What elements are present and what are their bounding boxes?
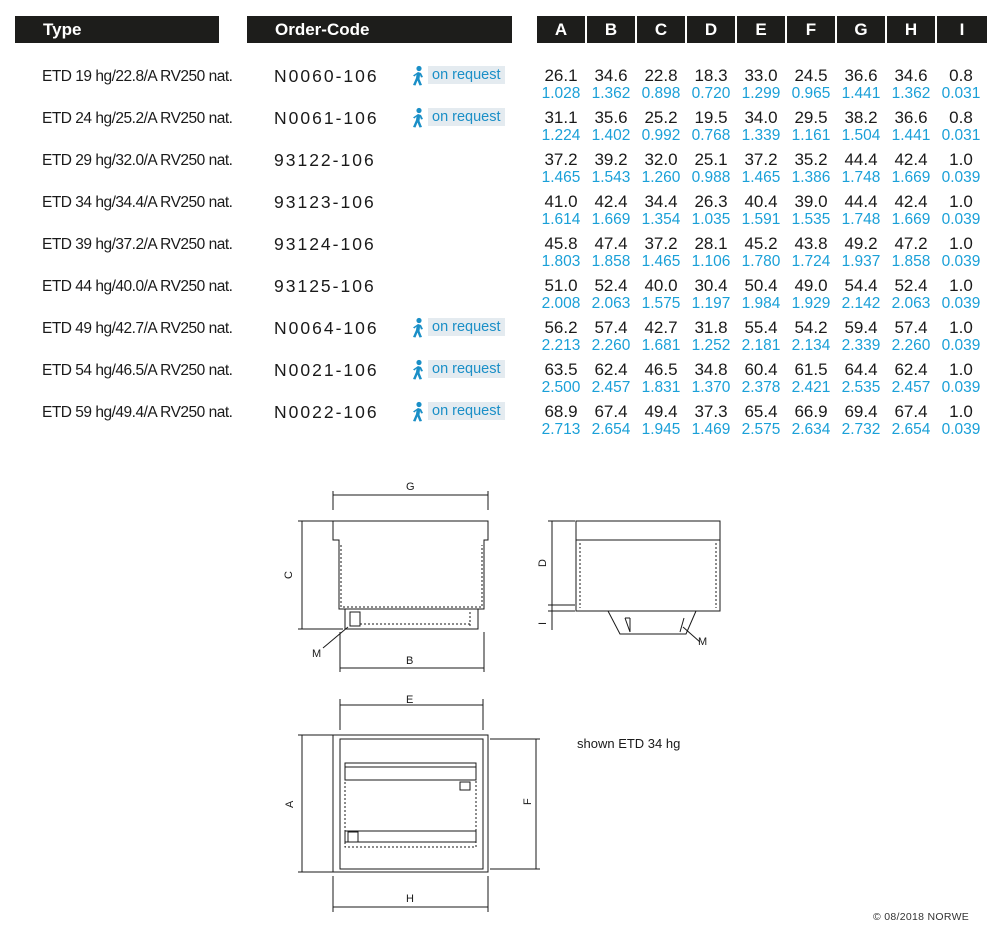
dim-inch-e: 1.299 <box>741 85 781 102</box>
dim-mm-d: 18.3 <box>694 66 728 85</box>
dim-inch-b: 1.858 <box>591 253 631 270</box>
dim-header-e: E <box>737 16 785 43</box>
dim-mm-c: 46.5 <box>644 360 678 379</box>
dim-inch-h: 1.858 <box>891 253 931 270</box>
dim-inch-e: 2.378 <box>741 379 781 396</box>
dim-mm-c: 37.2 <box>644 234 678 253</box>
dim-inch-e: 2.575 <box>741 421 781 438</box>
order-code-cell: N0064-106 <box>274 318 379 338</box>
dim-mm-i: 0.8 <box>949 108 973 127</box>
dim-inch-b: 2.063 <box>591 295 631 312</box>
dim-inch-a: 1.803 <box>541 253 581 270</box>
on-request-label: on request <box>428 318 505 336</box>
dim-mm-f: 49.0 <box>794 276 828 295</box>
dim-inch-g: 1.748 <box>841 211 881 228</box>
dim-mm-d: 30.4 <box>694 276 728 295</box>
dim-inch-d: 1.469 <box>691 421 731 438</box>
dim-inch-g: 2.732 <box>841 421 881 438</box>
dim-mm-i: 1.0 <box>949 276 973 295</box>
dim-mm-e: 33.0 <box>744 66 778 85</box>
dim-inch-b: 1.402 <box>591 127 631 144</box>
dim-inch-h: 1.441 <box>891 127 931 144</box>
dim-mm-a: 26.1 <box>544 66 578 85</box>
dim-inch-a: 1.465 <box>541 169 581 186</box>
dim-inch-i: 0.039 <box>941 295 981 312</box>
dim-header-g: G <box>837 16 885 43</box>
on-request-label: on request <box>428 108 505 126</box>
dim-inch-g: 1.441 <box>841 85 881 102</box>
type-cell: ETD 24 hg/25.2/A RV250 nat. <box>42 110 233 127</box>
dim-inch-h: 2.260 <box>891 337 931 354</box>
dim-mm-h: 42.4 <box>894 192 928 211</box>
dim-inch-c: 1.354 <box>641 211 681 228</box>
top-view-drawing <box>298 699 540 912</box>
dim-mm-b: 52.4 <box>594 276 628 295</box>
dim-inch-f: 1.161 <box>791 127 831 144</box>
dim-mm-h: 67.4 <box>894 402 928 421</box>
dim-mm-d: 31.8 <box>694 318 728 337</box>
dim-inch-a: 1.224 <box>541 127 581 144</box>
dim-mm-a: 56.2 <box>544 318 578 337</box>
dim-mm-c: 22.8 <box>644 66 678 85</box>
on-request-label: on request <box>428 66 505 84</box>
dim-inch-g: 2.535 <box>841 379 881 396</box>
dim-inch-a: 1.614 <box>541 211 581 228</box>
dim-mm-f: 24.5 <box>794 66 828 85</box>
dim-header-h: H <box>887 16 935 43</box>
dim-inch-h: 1.669 <box>891 169 931 186</box>
dim-inch-c: 0.992 <box>641 127 681 144</box>
dim-inch-b: 2.260 <box>591 337 631 354</box>
dim-inch-f: 1.724 <box>791 253 831 270</box>
dim-inch-e: 1.984 <box>741 295 781 312</box>
dim-inch-a: 1.028 <box>541 85 581 102</box>
dim-mm-a: 45.8 <box>544 234 578 253</box>
type-cell: ETD 34 hg/34.4/A RV250 nat. <box>42 194 233 211</box>
dim-mm-g: 49.2 <box>844 234 878 253</box>
dim-label-e: E <box>406 694 414 706</box>
type-cell: ETD 39 hg/37.2/A RV250 nat. <box>42 236 233 253</box>
on-request-label: on request <box>428 402 505 420</box>
dim-mm-e: 55.4 <box>744 318 778 337</box>
dim-mm-c: 34.4 <box>644 192 678 211</box>
order-code-cell: N0022-106 <box>274 402 379 422</box>
dim-inch-i: 0.039 <box>941 337 981 354</box>
dim-inch-e: 1.339 <box>741 127 781 144</box>
dim-mm-b: 39.2 <box>594 150 628 169</box>
dim-mm-a: 37.2 <box>544 150 578 169</box>
dim-mm-e: 37.2 <box>744 150 778 169</box>
drawing-caption: shown ETD 34 hg <box>577 736 681 751</box>
dim-mm-a: 51.0 <box>544 276 578 295</box>
dim-inch-i: 0.039 <box>941 253 981 270</box>
type-cell: ETD 49 hg/42.7/A RV250 nat. <box>42 320 233 337</box>
dim-inch-f: 1.929 <box>791 295 831 312</box>
dim-mm-i: 1.0 <box>949 402 973 421</box>
dim-inch-d: 1.197 <box>691 295 731 312</box>
dim-label-m-front: M <box>312 648 322 660</box>
dim-mm-g: 36.6 <box>844 66 878 85</box>
dim-mm-h: 34.6 <box>894 66 928 85</box>
dim-inch-a: 2.713 <box>541 421 581 438</box>
dim-inch-a: 2.008 <box>541 295 581 312</box>
dim-mm-b: 57.4 <box>594 318 628 337</box>
dim-inch-i: 0.039 <box>941 421 981 438</box>
dim-mm-h: 52.4 <box>894 276 928 295</box>
dim-mm-g: 54.4 <box>844 276 878 295</box>
dim-inch-h: 2.654 <box>891 421 931 438</box>
dim-inch-i: 0.039 <box>941 211 981 228</box>
dim-inch-d: 0.988 <box>691 169 731 186</box>
dim-mm-i: 1.0 <box>949 318 973 337</box>
dim-label-b: B <box>406 655 414 667</box>
dim-label-h: H <box>406 893 414 905</box>
dim-mm-h: 42.4 <box>894 150 928 169</box>
dim-header-b: B <box>587 16 635 43</box>
dim-inch-c: 1.831 <box>641 379 681 396</box>
dim-mm-e: 45.2 <box>744 234 778 253</box>
dim-mm-e: 60.4 <box>744 360 778 379</box>
dim-inch-c: 1.465 <box>641 253 681 270</box>
order-code-cell: 93124-106 <box>274 234 376 254</box>
type-cell: ETD 19 hg/22.8/A RV250 nat. <box>42 68 233 85</box>
dim-mm-d: 37.3 <box>694 402 728 421</box>
dim-inch-a: 2.500 <box>541 379 581 396</box>
dim-inch-d: 1.370 <box>691 379 731 396</box>
dim-inch-f: 1.535 <box>791 211 831 228</box>
dim-inch-i: 0.039 <box>941 379 981 396</box>
dim-mm-h: 36.6 <box>894 108 928 127</box>
dim-mm-c: 49.4 <box>644 402 678 421</box>
dim-mm-i: 1.0 <box>949 150 973 169</box>
dim-mm-i: 1.0 <box>949 360 973 379</box>
dim-inch-f: 2.421 <box>791 379 831 396</box>
dim-inch-b: 1.669 <box>591 211 631 228</box>
dim-inch-f: 1.386 <box>791 169 831 186</box>
dim-inch-d: 0.720 <box>691 85 731 102</box>
dim-label-d: D <box>537 559 549 567</box>
dim-inch-a: 2.213 <box>541 337 581 354</box>
dim-inch-f: 0.965 <box>791 85 831 102</box>
dim-mm-f: 66.9 <box>794 402 828 421</box>
dim-mm-f: 35.2 <box>794 150 828 169</box>
dim-mm-b: 47.4 <box>594 234 628 253</box>
dim-mm-d: 34.8 <box>694 360 728 379</box>
dim-inch-d: 1.106 <box>691 253 731 270</box>
side-view-drawing <box>548 521 720 642</box>
dim-inch-c: 1.945 <box>641 421 681 438</box>
dim-mm-f: 39.0 <box>794 192 828 211</box>
order-code-cell: N0021-106 <box>274 360 379 380</box>
dim-mm-h: 47.2 <box>894 234 928 253</box>
dim-inch-g: 1.748 <box>841 169 881 186</box>
dim-inch-e: 1.591 <box>741 211 781 228</box>
dim-mm-f: 43.8 <box>794 234 828 253</box>
order-code-cell: N0061-106 <box>274 108 379 128</box>
dim-inch-e: 1.780 <box>741 253 781 270</box>
dim-mm-g: 69.4 <box>844 402 878 421</box>
dim-header-d: D <box>687 16 735 43</box>
type-cell: ETD 59 hg/49.4/A RV250 nat. <box>42 404 233 421</box>
dim-inch-c: 0.898 <box>641 85 681 102</box>
dim-mm-e: 40.4 <box>744 192 778 211</box>
dim-mm-g: 59.4 <box>844 318 878 337</box>
dim-inch-i: 0.031 <box>941 127 981 144</box>
dim-label-c: C <box>283 571 295 579</box>
dim-inch-e: 1.465 <box>741 169 781 186</box>
dim-mm-b: 67.4 <box>594 402 628 421</box>
copyright-notice: © 08/2018 NORWE <box>873 911 970 923</box>
dim-inch-d: 0.768 <box>691 127 731 144</box>
dim-inch-i: 0.039 <box>941 169 981 186</box>
dim-mm-h: 57.4 <box>894 318 928 337</box>
dim-inch-b: 2.457 <box>591 379 631 396</box>
dim-inch-f: 2.634 <box>791 421 831 438</box>
dim-inch-c: 1.575 <box>641 295 681 312</box>
dim-inch-h: 2.457 <box>891 379 931 396</box>
dim-mm-b: 35.6 <box>594 108 628 127</box>
dim-header-a: A <box>537 16 585 43</box>
dim-inch-g: 2.142 <box>841 295 881 312</box>
dim-header-i: I <box>937 16 987 43</box>
dim-inch-g: 1.937 <box>841 253 881 270</box>
dim-inch-g: 1.504 <box>841 127 881 144</box>
dim-mm-e: 50.4 <box>744 276 778 295</box>
dim-mm-d: 28.1 <box>694 234 728 253</box>
dim-mm-g: 38.2 <box>844 108 878 127</box>
dim-header-f: F <box>787 16 835 43</box>
dim-inch-e: 2.181 <box>741 337 781 354</box>
dim-mm-d: 25.1 <box>694 150 728 169</box>
dim-label-f: F <box>522 798 534 805</box>
type-cell: ETD 44 hg/40.0/A RV250 nat. <box>42 278 233 295</box>
dim-mm-g: 44.4 <box>844 192 878 211</box>
dim-mm-a: 31.1 <box>544 108 578 127</box>
dim-mm-b: 34.6 <box>594 66 628 85</box>
type-cell: ETD 29 hg/32.0/A RV250 nat. <box>42 152 233 169</box>
dim-inch-b: 1.362 <box>591 85 631 102</box>
order-code-column-header: Order-Code <box>247 16 512 43</box>
dim-inch-f: 2.134 <box>791 337 831 354</box>
dim-mm-i: 1.0 <box>949 234 973 253</box>
dim-mm-a: 63.5 <box>544 360 578 379</box>
dim-header-c: C <box>637 16 685 43</box>
dim-label-a: A <box>284 800 296 808</box>
dim-inch-d: 1.035 <box>691 211 731 228</box>
dim-mm-c: 25.2 <box>644 108 678 127</box>
dim-mm-a: 68.9 <box>544 402 578 421</box>
dim-mm-d: 19.5 <box>694 108 728 127</box>
dim-mm-c: 32.0 <box>644 150 678 169</box>
dim-label-i: I <box>537 621 549 625</box>
dim-inch-h: 1.669 <box>891 211 931 228</box>
dim-inch-b: 2.654 <box>591 421 631 438</box>
order-code-cell: N0060-106 <box>274 66 379 86</box>
dim-mm-i: 1.0 <box>949 192 973 211</box>
on-request-label: on request <box>428 360 505 378</box>
order-code-cell: 93123-106 <box>274 192 376 212</box>
order-code-cell: 93122-106 <box>274 150 376 170</box>
dim-mm-i: 0.8 <box>949 66 973 85</box>
dim-mm-c: 42.7 <box>644 318 678 337</box>
front-view-drawing <box>298 491 488 672</box>
dim-mm-c: 40.0 <box>644 276 678 295</box>
dim-mm-f: 29.5 <box>794 108 828 127</box>
dim-mm-g: 64.4 <box>844 360 878 379</box>
dim-inch-h: 2.063 <box>891 295 931 312</box>
dim-mm-d: 26.3 <box>694 192 728 211</box>
dim-mm-f: 54.2 <box>794 318 828 337</box>
type-column-header: Type <box>15 16 219 43</box>
dim-inch-d: 1.252 <box>691 337 731 354</box>
type-cell: ETD 54 hg/46.5/A RV250 nat. <box>42 362 233 379</box>
dim-mm-e: 65.4 <box>744 402 778 421</box>
dim-inch-c: 1.260 <box>641 169 681 186</box>
dim-mm-a: 41.0 <box>544 192 578 211</box>
dim-inch-h: 1.362 <box>891 85 931 102</box>
dim-label-m-side: M <box>698 636 708 648</box>
order-code-cell: 93125-106 <box>274 276 376 296</box>
dim-mm-b: 42.4 <box>594 192 628 211</box>
dim-mm-e: 34.0 <box>744 108 778 127</box>
dim-inch-g: 2.339 <box>841 337 881 354</box>
dim-mm-g: 44.4 <box>844 150 878 169</box>
dim-inch-c: 1.681 <box>641 337 681 354</box>
dim-mm-h: 62.4 <box>894 360 928 379</box>
dim-mm-f: 61.5 <box>794 360 828 379</box>
dim-mm-b: 62.4 <box>594 360 628 379</box>
dim-inch-b: 1.543 <box>591 169 631 186</box>
dim-inch-i: 0.031 <box>941 85 981 102</box>
dim-label-g: G <box>406 481 415 493</box>
